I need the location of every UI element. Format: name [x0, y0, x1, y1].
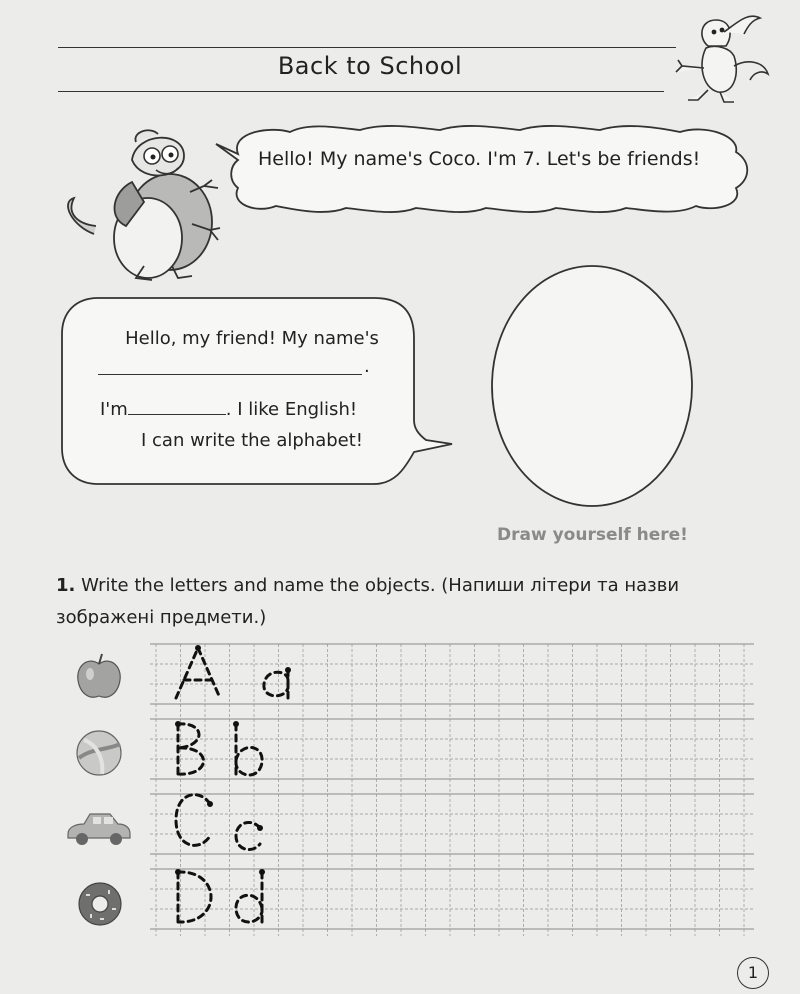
car-icon [64, 810, 132, 846]
letter-a-lower [264, 670, 288, 698]
letter-A-upper [176, 648, 220, 698]
exercise-number: 1. [56, 575, 76, 596]
ball-icon [74, 728, 124, 778]
letter-C-upper [176, 795, 210, 846]
name-blank[interactable] [98, 374, 362, 375]
dragon-illustration [668, 8, 780, 108]
letter-c-lower [236, 822, 260, 849]
dragon-eye [712, 30, 717, 35]
title-bottom-rule [58, 91, 664, 92]
coco-speech-text: Hello! My name's Coco. I'm 7. Let's be friends! [258, 148, 701, 170]
donut-icon [76, 880, 124, 928]
page-title: Back to School [277, 52, 463, 80]
letter-D-upper [178, 872, 211, 922]
age-blank[interactable] [128, 396, 226, 415]
friend-line-1: Hello, my friend! My name's [125, 328, 379, 349]
title-top-rule [58, 47, 676, 48]
traced-letters [160, 640, 320, 940]
coco-turtle-illustration [52, 122, 224, 284]
page-number: 1 [737, 957, 769, 989]
letter-b-lower [236, 724, 262, 775]
apple-icon [74, 652, 124, 702]
friend-line-3 [100, 396, 357, 420]
friend-line-2-period: . [364, 356, 370, 377]
draw-yourself-label: Draw yourself here! [497, 525, 688, 545]
letter-B-upper [178, 724, 204, 774]
friend-line-3-end: . I like English! [225, 399, 358, 420]
letter-d-lower [236, 872, 262, 922]
friend-speech-bubble [58, 294, 458, 490]
exercise-instruction [56, 570, 756, 634]
friend-line-4: I can write the alphabet! [141, 430, 363, 451]
friend-line-3-start: I'm [100, 399, 128, 420]
exercise-text: Write the letters and name the objects. (Напиши літери та назви зображені предмети.) [56, 575, 680, 628]
drawing-area[interactable] [486, 258, 706, 516]
